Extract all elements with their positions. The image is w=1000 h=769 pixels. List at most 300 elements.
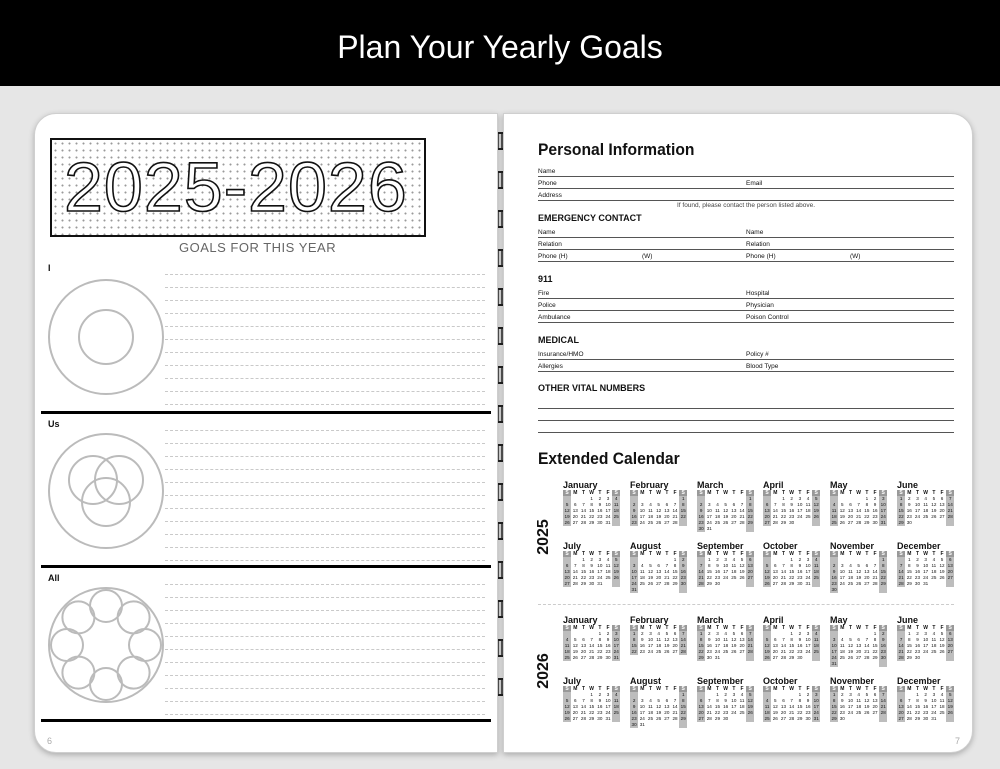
- day-cell: 30: [805, 716, 811, 721]
- day-cell: 27: [764, 520, 770, 525]
- day-cell: 8: [790, 637, 793, 642]
- day-cell: 19: [931, 508, 937, 513]
- weekday-letter: W: [923, 686, 929, 692]
- day-cell: 12: [864, 698, 870, 703]
- day-cell: 26: [772, 716, 778, 721]
- day-cell: 26: [739, 575, 745, 580]
- field-label: Blood Type: [746, 363, 779, 370]
- day-cell: 9: [798, 563, 802, 568]
- weekday-letter: S: [679, 490, 687, 496]
- day-cell: 3: [724, 557, 727, 562]
- day-cell: 9: [798, 637, 802, 642]
- field-label: Policy #: [746, 351, 769, 358]
- month-name: January: [563, 615, 598, 625]
- field-label: (W): [850, 253, 861, 260]
- day-cell: 7: [865, 637, 869, 642]
- day-cell: 8: [697, 637, 705, 643]
- day-cell: 4: [812, 631, 820, 637]
- day-cell: 2: [790, 496, 793, 501]
- calendar-month: [897, 676, 955, 728]
- calendar-month: [697, 615, 755, 667]
- day-cell: [871, 587, 879, 593]
- day-cell: 31: [923, 581, 929, 586]
- day-grid: [763, 496, 821, 526]
- day-cell: 27: [564, 581, 570, 586]
- weekday-letter: F: [606, 686, 610, 692]
- day-cell: 18: [605, 569, 611, 574]
- day-cell: 31: [880, 520, 886, 525]
- day-cell: 23: [723, 710, 729, 715]
- day-cell: 12: [813, 502, 819, 507]
- day-cell: [938, 716, 946, 722]
- personal-info-title: Personal Information: [538, 140, 695, 159]
- day-cell: 13: [772, 569, 778, 574]
- day-cell: 21: [664, 575, 670, 580]
- day-cell: 23: [789, 514, 795, 519]
- day-cell: [655, 587, 663, 593]
- day-cell: 17: [639, 514, 645, 519]
- day-cell: 4: [612, 496, 620, 502]
- day-cell: 9: [630, 704, 638, 710]
- day-grid: [630, 496, 688, 526]
- year-label-2026: 2026: [534, 653, 552, 689]
- writing-line: [165, 560, 485, 561]
- day-cell: 31: [597, 581, 603, 586]
- day-cell: 13: [847, 508, 854, 513]
- day-grid: [563, 631, 621, 661]
- day-cell: [863, 716, 871, 722]
- calendar-month: [697, 676, 755, 728]
- day-cell: 10: [639, 704, 645, 709]
- day-cell: 7: [897, 563, 905, 569]
- day-cell: 14: [780, 569, 787, 574]
- day-cell: 15: [880, 569, 886, 574]
- day-cell: 25: [564, 655, 570, 660]
- day-grid: [830, 496, 888, 526]
- weekday-letter: W: [656, 551, 662, 557]
- day-cell: 29: [914, 716, 921, 721]
- day-cell: 16: [605, 643, 611, 648]
- writing-line: [165, 623, 485, 624]
- day-cell: 15: [831, 704, 837, 709]
- weekday-letter: F: [940, 490, 944, 496]
- day-cell: 1: [598, 631, 602, 636]
- month-name: October: [763, 541, 798, 551]
- day-cell: 4: [716, 502, 719, 507]
- day-cell: 23: [698, 520, 704, 525]
- day-cell: 26: [931, 514, 937, 519]
- writing-line: [165, 287, 485, 288]
- day-cell: 26: [572, 655, 578, 660]
- day-cell: 15: [906, 643, 912, 648]
- weekday-letter: S: [612, 551, 620, 557]
- day-grid: [763, 692, 821, 722]
- day-cell: 7: [679, 631, 687, 637]
- day-cell: 3: [806, 631, 810, 636]
- blank-line: [538, 420, 954, 421]
- day-cell: 4: [849, 563, 852, 568]
- day-cell: 20: [764, 514, 770, 519]
- day-cell: [879, 587, 887, 593]
- weekday-letter: S: [746, 686, 754, 692]
- form-row: [538, 310, 954, 323]
- day-cell: 9: [630, 508, 638, 514]
- calendar-month: [830, 676, 888, 728]
- month-name: March: [697, 615, 724, 625]
- day-cell: 17: [923, 569, 929, 574]
- day-cell: 3: [606, 496, 610, 501]
- weekday-letter: W: [856, 490, 862, 496]
- day-cell: 6: [574, 698, 577, 703]
- day-grid: [897, 557, 955, 587]
- day-cell: 5: [657, 698, 660, 703]
- day-cell: 29: [831, 716, 837, 721]
- day-cell: [812, 581, 820, 587]
- day-grid: [763, 557, 821, 587]
- day-cell: 20: [947, 643, 953, 648]
- day-cell: 17: [723, 569, 729, 574]
- weekday-letter: T: [598, 625, 602, 631]
- day-cell: [871, 661, 879, 667]
- weekday-letter: S: [679, 551, 687, 557]
- day-cell: 7: [746, 631, 754, 637]
- day-cell: [922, 520, 930, 526]
- field-label: Name: [538, 168, 556, 175]
- weekday-letter: S: [679, 686, 687, 692]
- day-cell: 30: [723, 716, 729, 721]
- day-cell: [930, 520, 938, 526]
- day-cell: 24: [597, 575, 603, 580]
- day-cell: 3: [598, 557, 602, 562]
- day-cell: 13: [572, 508, 578, 513]
- day-cell: 11: [613, 502, 619, 507]
- day-cell: [946, 520, 954, 526]
- day-cell: 3: [612, 631, 620, 637]
- weekday-letter: M: [773, 551, 778, 557]
- day-cell: 18: [639, 575, 645, 580]
- day-cell: 8: [879, 563, 887, 569]
- day-grid: [563, 692, 621, 722]
- day-cell: 9: [830, 569, 838, 575]
- weekday-letter: F: [873, 551, 877, 557]
- day-cell: 13: [947, 563, 953, 568]
- day-cell: 24: [639, 716, 645, 721]
- day-cell: 28: [706, 716, 712, 721]
- day-cell: 7: [897, 637, 905, 643]
- day-cell: 13: [664, 704, 670, 709]
- day-cell: 10: [839, 569, 845, 574]
- day-cell: 15: [714, 704, 721, 709]
- weekday-letter: T: [915, 490, 919, 496]
- day-cell: 29: [597, 655, 603, 660]
- day-cell: 28: [856, 520, 862, 525]
- day-cell: [722, 581, 730, 587]
- weekday-letter: T: [932, 490, 936, 496]
- day-cell: 3: [630, 563, 638, 569]
- day-cell: 30: [797, 581, 803, 586]
- day-cell: 1: [798, 692, 802, 697]
- weekday-letter: S: [612, 625, 620, 631]
- day-cell: 25: [731, 575, 737, 580]
- day-cell: 21: [898, 649, 904, 654]
- day-cell: 14: [706, 704, 712, 709]
- day-cell: 22: [706, 575, 712, 580]
- day-cell: 11: [564, 643, 570, 648]
- day-cell: 23: [589, 575, 595, 580]
- weekday-letter: T: [732, 551, 736, 557]
- day-cell: 28: [672, 520, 678, 525]
- day-cell: 13: [764, 508, 770, 513]
- weekday-letter: M: [640, 625, 645, 631]
- day-cell: 25: [656, 649, 662, 654]
- day-cell: 23: [831, 581, 837, 586]
- calendar-month: [563, 480, 621, 532]
- day-cell: 16: [631, 710, 637, 715]
- day-cell: 26: [939, 575, 945, 580]
- day-cell: 20: [572, 710, 578, 715]
- day-cell: 4: [932, 557, 936, 562]
- day-cell: 14: [572, 569, 578, 574]
- weekday-letter: S: [630, 551, 638, 557]
- day-cell: 29: [789, 655, 795, 660]
- day-cell: 10: [597, 563, 603, 568]
- weekday-letter: T: [598, 490, 602, 496]
- day-cell: 21: [789, 710, 795, 715]
- day-cell: 27: [731, 520, 737, 525]
- day-cell: 18: [939, 704, 945, 709]
- day-cell: 8: [746, 502, 754, 508]
- day-cell: 30: [706, 655, 712, 660]
- weekday-letter: W: [589, 686, 595, 692]
- day-cell: 22: [789, 649, 795, 654]
- writing-line: [165, 534, 485, 535]
- day-cell: 30: [906, 520, 912, 525]
- day-cell: 7: [673, 698, 677, 703]
- day-cell: [679, 520, 687, 526]
- writing-line: [165, 521, 485, 522]
- day-cell: 20: [747, 569, 753, 574]
- weekday-letter: W: [656, 686, 662, 692]
- day-cell: 23: [872, 514, 878, 519]
- day-cell: 15: [672, 569, 678, 574]
- writing-line: [165, 714, 485, 715]
- day-cell: 25: [647, 716, 654, 721]
- day-cell: 16: [698, 514, 704, 519]
- day-cell: 17: [597, 569, 603, 574]
- day-cell: 13: [856, 643, 862, 648]
- day-cell: 24: [605, 710, 611, 715]
- day-cell: 1: [679, 496, 687, 502]
- day-cell: 3: [841, 563, 844, 568]
- field-label: Allergies: [538, 363, 563, 370]
- day-cell: 10: [805, 563, 811, 568]
- day-cell: 11: [931, 563, 937, 568]
- day-cell: 17: [613, 643, 619, 648]
- day-cell: 21: [580, 710, 587, 715]
- day-cell: 12: [731, 637, 737, 642]
- day-cell: 26: [656, 520, 662, 525]
- day-cell: [922, 655, 930, 661]
- weekday-letter: M: [640, 490, 645, 496]
- day-cell: 24: [923, 649, 929, 654]
- day-cell: 9: [879, 637, 887, 643]
- day-cell: 18: [564, 649, 570, 654]
- weekday-letter: S: [812, 490, 820, 496]
- field-label: Relation: [538, 241, 562, 248]
- day-cell: 31: [605, 520, 611, 525]
- day-cell: 1: [908, 557, 911, 562]
- day-cell: 5: [946, 692, 954, 698]
- day-cell: 18: [931, 643, 937, 648]
- day-cell: 10: [797, 502, 803, 507]
- day-cell: 4: [806, 496, 810, 501]
- day-cell: 17: [931, 704, 937, 709]
- day-cell: 16: [589, 569, 595, 574]
- day-cell: 30: [714, 581, 721, 586]
- day-cell: 5: [857, 563, 860, 568]
- day-cell: 16: [831, 575, 837, 580]
- day-cell: 26: [664, 649, 670, 654]
- day-cell: 27: [772, 581, 778, 586]
- day-cell: 27: [947, 575, 953, 580]
- day-cell: 10: [923, 637, 929, 642]
- day-cell: 26: [564, 520, 570, 525]
- field-label: Email: [746, 180, 763, 187]
- field-label: Relation: [746, 241, 770, 248]
- calendar-month: [830, 615, 888, 667]
- day-cell: 25: [931, 649, 937, 654]
- day-cell: [796, 520, 804, 526]
- day-cell: 23: [914, 649, 921, 654]
- calendar-title: Extended Calendar: [538, 449, 680, 468]
- day-cell: 5: [740, 557, 744, 562]
- weekday-letter: F: [806, 551, 810, 557]
- day-cell: 4: [606, 557, 610, 562]
- day-cell: 15: [698, 643, 704, 648]
- day-cell: 2: [716, 557, 719, 562]
- day-cell: 10: [914, 502, 921, 507]
- day-cell: 19: [739, 569, 745, 574]
- calendar-month: [563, 541, 621, 593]
- day-cell: 11: [848, 569, 853, 574]
- writing-line: [165, 636, 485, 637]
- month-name: May: [830, 615, 848, 625]
- weekday-letter: S: [812, 625, 820, 631]
- day-cell: 14: [747, 637, 753, 642]
- writing-line: [165, 378, 485, 379]
- weekday-letter: S: [830, 551, 838, 557]
- day-cell: 2: [630, 698, 638, 704]
- field-label: Name: [538, 229, 556, 236]
- day-cell: 25: [613, 514, 619, 519]
- day-cell: 1: [673, 557, 677, 562]
- day-cell: 4: [841, 637, 844, 642]
- month-name: November: [830, 676, 875, 686]
- day-cell: 14: [947, 502, 953, 507]
- day-cell: 27: [747, 575, 753, 580]
- day-cell: 30: [589, 581, 595, 586]
- day-cell: 25: [939, 710, 945, 715]
- day-cell: [946, 655, 954, 661]
- day-cell: 26: [813, 514, 819, 519]
- day-cell: 29: [789, 581, 795, 586]
- weekday-letter: T: [665, 625, 669, 631]
- day-cell: 19: [947, 704, 953, 709]
- weekday-letter: S: [812, 551, 820, 557]
- weekday-letter: M: [707, 490, 712, 496]
- day-cell: 19: [764, 649, 770, 654]
- day-cell: 24: [605, 514, 611, 519]
- day-cell: 20: [847, 514, 854, 519]
- day-cell: 20: [564, 575, 570, 580]
- day-cell: 8: [673, 563, 677, 568]
- weekday-letter: S: [830, 686, 838, 692]
- day-cell: 18: [856, 704, 862, 709]
- day-cell: 11: [648, 704, 653, 709]
- day-cell: 13: [698, 704, 704, 709]
- day-cell: 22: [797, 710, 803, 715]
- day-cell: 20: [872, 704, 878, 709]
- calendar-month: [830, 541, 888, 593]
- day-cell: 3: [932, 692, 936, 697]
- day-cell: 10: [831, 643, 837, 648]
- day-cell: 8: [590, 698, 593, 703]
- day-cell: 6: [563, 563, 571, 569]
- weekday-letter: T: [665, 551, 669, 557]
- day-cell: 6: [746, 557, 754, 563]
- day-cell: 11: [656, 637, 662, 642]
- weekday-letter: F: [873, 625, 877, 631]
- day-cell: 28: [898, 581, 904, 586]
- day-cell: 31: [631, 587, 637, 592]
- day-cell: 2: [841, 692, 844, 697]
- weekday-letter: S: [897, 490, 905, 496]
- day-cell: [679, 587, 687, 593]
- day-cell: 11: [605, 563, 611, 568]
- day-cell: 10: [714, 637, 721, 642]
- day-cell: 9: [790, 502, 793, 507]
- day-cell: 23: [680, 575, 686, 580]
- month-name: April: [763, 480, 784, 490]
- weekday-letter: W: [923, 551, 929, 557]
- day-cell: 13: [772, 643, 778, 648]
- writing-line: [165, 313, 485, 314]
- day-cell: 10: [931, 698, 937, 703]
- day-cell: 2: [798, 557, 802, 562]
- day-cell: 7: [740, 502, 744, 507]
- day-cell: [655, 722, 663, 728]
- day-cell: 24: [813, 710, 819, 715]
- month-name: December: [897, 541, 941, 551]
- day-cell: 19: [656, 710, 662, 715]
- day-cell: 21: [680, 643, 686, 648]
- day-cell: 29: [580, 581, 587, 586]
- calendar-month: [563, 615, 621, 667]
- weekday-letter: W: [723, 686, 729, 692]
- day-cell: 21: [589, 649, 595, 654]
- day-cell: 24: [805, 575, 811, 580]
- day-cell: 13: [731, 508, 737, 513]
- day-grid: [697, 692, 755, 722]
- day-grid: [563, 496, 621, 526]
- day-cell: 19: [864, 704, 870, 709]
- day-cell: 8: [798, 698, 802, 703]
- day-cell: 18: [923, 508, 929, 513]
- day-cell: 10: [805, 637, 811, 642]
- page-number-right: 7: [954, 736, 960, 746]
- day-cell: 14: [789, 704, 795, 709]
- weekday-letter: S: [563, 625, 571, 631]
